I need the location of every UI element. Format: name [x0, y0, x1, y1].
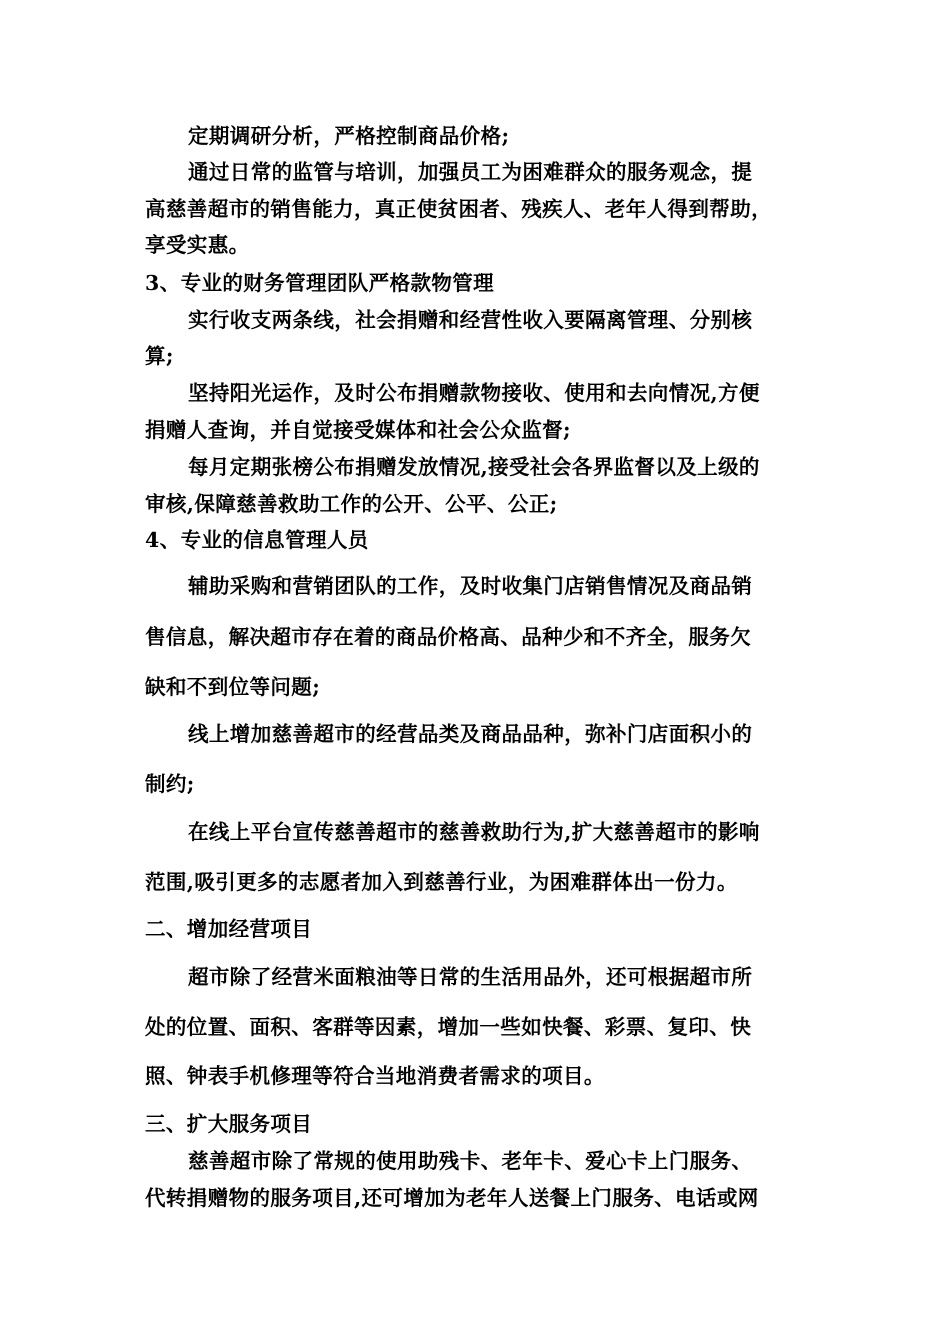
text-line: 缺和不到位等问题;	[145, 675, 321, 699]
text-line: 实行收支两条线，社会捐赠和经营性收入要隔离管理、分别核	[188, 308, 753, 332]
section-heading: 4、专业的信息管理人员	[145, 528, 369, 552]
section-heading: 3、专业的财务管理团队严格款物管理	[145, 271, 495, 295]
text-line: 处的位置、面积、客群等因素，增加一些如快餐、彩票、复印、快	[145, 1015, 752, 1039]
text-line: 慈善超市除了常规的使用助残卡、老年卡、爱心卡上门服务、	[188, 1149, 753, 1173]
section-heading: 二、增加经营项目	[145, 917, 313, 941]
text-line: 通过日常的监管与培训，加强员工为困难群众的服务观念，提	[188, 160, 753, 184]
text-line: 每月定期张榜公布捐赠发放情况,接受社会各界监督以及上级的	[188, 455, 760, 479]
text-line: 算;	[145, 344, 174, 368]
text-line: 在线上平台宣传慈善超市的慈善救助行为,扩大慈善超市的影响	[188, 820, 760, 844]
text-line: 审核,保障慈善救助工作的公开、公平、公正;	[145, 492, 558, 516]
text-line: 定期调研分析，严格控制商品价格;	[188, 124, 510, 148]
text-line: 享受实惠。	[145, 233, 250, 257]
text-line: 代转捐赠物的服务项目,还可增加为老年人送餐上门服务、电话或网	[145, 1186, 759, 1210]
text-line: 售信息，解决超市存在着的商品价格高、品种少和不齐全，服务欠	[145, 625, 752, 649]
text-line: 超市除了经营米面粮油等日常的生活用品外，还可根据超市所	[188, 965, 753, 989]
text-line: 辅助采购和营销团队的工作，及时收集门店销售情况及商品销	[188, 574, 753, 598]
section-heading: 三、扩大服务项目	[145, 1112, 313, 1136]
text-line: 范围,吸引更多的志愿者加入到慈善行业，为困难群体出一份力。	[145, 870, 738, 894]
text-line: 照、钟表手机修理等符合当地消费者需求的项目。	[145, 1064, 605, 1088]
text-line: 高慈善超市的销售能力，真正使贫困者、残疾人、老年人得到帮助，	[145, 197, 772, 221]
text-line: 线上增加慈善超市的经营品类及商品品种，弥补门店面积小的	[188, 722, 753, 746]
text-line: 捐赠人查询，并自觉接受媒体和社会公众监督;	[145, 418, 571, 442]
text-line: 坚持阳光运作，及时公布捐赠款物接收、使用和去向情况,方便	[188, 381, 760, 405]
text-line: 制约;	[145, 772, 195, 796]
